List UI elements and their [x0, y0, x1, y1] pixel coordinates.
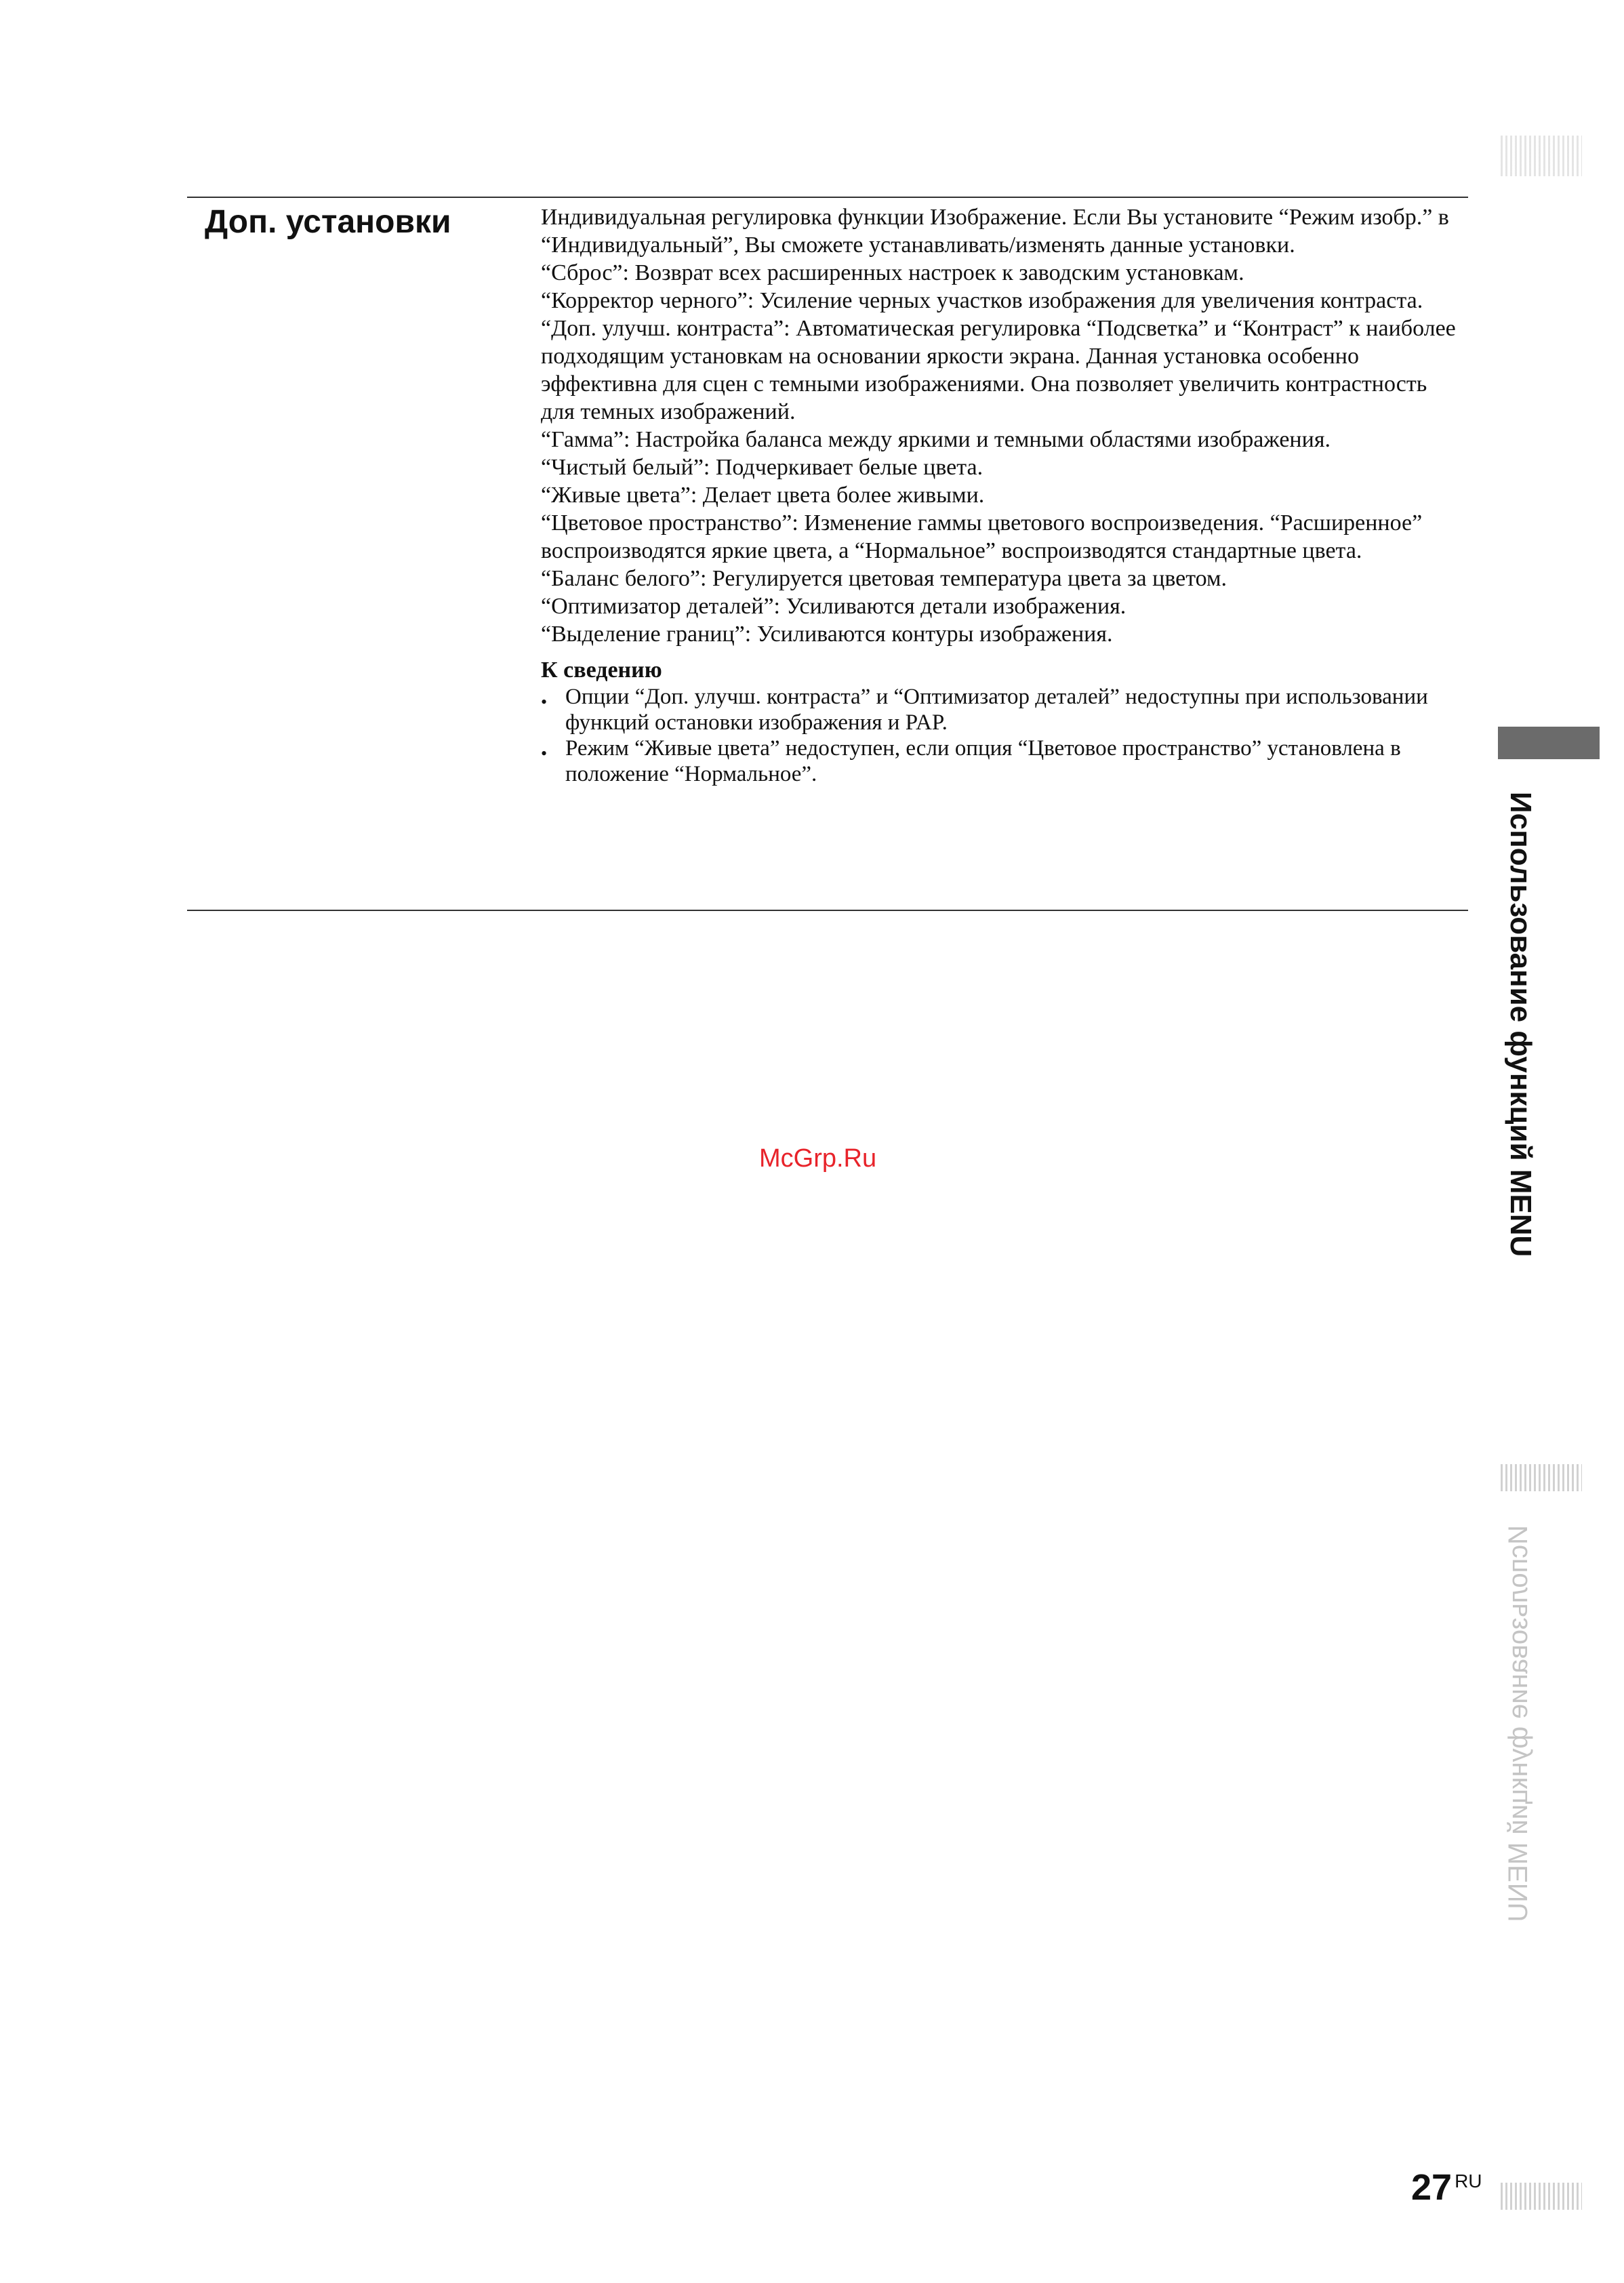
scan-artifact: [1501, 2183, 1582, 2210]
paragraph: “Живые цвета”: Делает цвета более живыми.: [541, 483, 985, 508]
bullet-icon: •: [541, 744, 548, 763]
chapter-side-title: Использование функций MENU: [1504, 792, 1537, 1257]
paragraph: “Баланс белого”: Регулируется цветовая температура цвета за цветом.: [541, 566, 1227, 591]
chapter-tab-marker: [1498, 727, 1600, 759]
note-text: Режим “Живые цвета” недоступен, если опция “Цветовое пространство” установлена в положение “Нормальное”.: [565, 736, 1401, 786]
paragraph: “Корректор черного”: Усиление черных участков изображения для увеличения контраста.: [541, 288, 1423, 313]
note-list: [541, 684, 1463, 787]
section-term: Доп. установки: [205, 204, 451, 240]
watermark-link[interactable]: McGrp.Ru: [759, 1144, 877, 1173]
note-text: Опции “Доп. улучш. контраста” и “Оптимизатор деталей” недоступны при использовании функций остановки изображения и PAP.: [565, 685, 1428, 735]
bleed-through-side-title: Использование функций MENU: [1503, 1525, 1533, 1922]
page-number: [1411, 2166, 1482, 2208]
paragraph: “Оптимизатор деталей”: Усиливаются детали изображения.: [541, 594, 1126, 619]
paragraph: “Сброс”: Возврат всех расширенных настроек к заводским установкам.: [541, 260, 1244, 285]
bullet-icon: •: [541, 692, 548, 712]
paragraph: “Чистый белый”: Подчеркивает белые цвета.: [541, 455, 983, 480]
page-number-value: 27: [1411, 2167, 1453, 2208]
paragraph: “Доп. улучш. контраста”: Автоматическая регулировка “Подсветка” и “Контраст” к наиболее подходящим установкам на основании яркости экрана. Данная установка особенно эффективна для сцен с темными изображениями. Она позволяет увеличить контрастность для темных изображений.: [541, 316, 1456, 424]
paragraph: “Цветовое пространство”: Изменение гаммы цветового воспроизведения. “Расширенное” воспроизводятся яркие цвета, а “Нормальное” воспроизводятся стандартные цвета.: [541, 510, 1423, 563]
note-item: [541, 684, 1463, 735]
bottom-divider: [187, 910, 1468, 911]
paragraph: Индивидуальная регулировка функции Изображение. Если Вы установите “Режим изобр.” в “Индивидуальный”, Вы сможете устанавливать/изменять данные установки.: [541, 205, 1449, 258]
scan-artifact: [1501, 136, 1582, 176]
section-description: [541, 203, 1463, 787]
page-language-suffix: RU: [1455, 2170, 1482, 2191]
note-item: [541, 735, 1463, 787]
paragraph: “Выделение границ”: Усиливаются контуры изображения.: [541, 622, 1113, 647]
scan-artifact: [1501, 1464, 1582, 1491]
note-title: К сведению: [541, 658, 662, 683]
paragraph: “Гамма”: Настройка баланса между яркими и темными областями изображения.: [541, 427, 1331, 452]
top-divider: [187, 197, 1468, 198]
